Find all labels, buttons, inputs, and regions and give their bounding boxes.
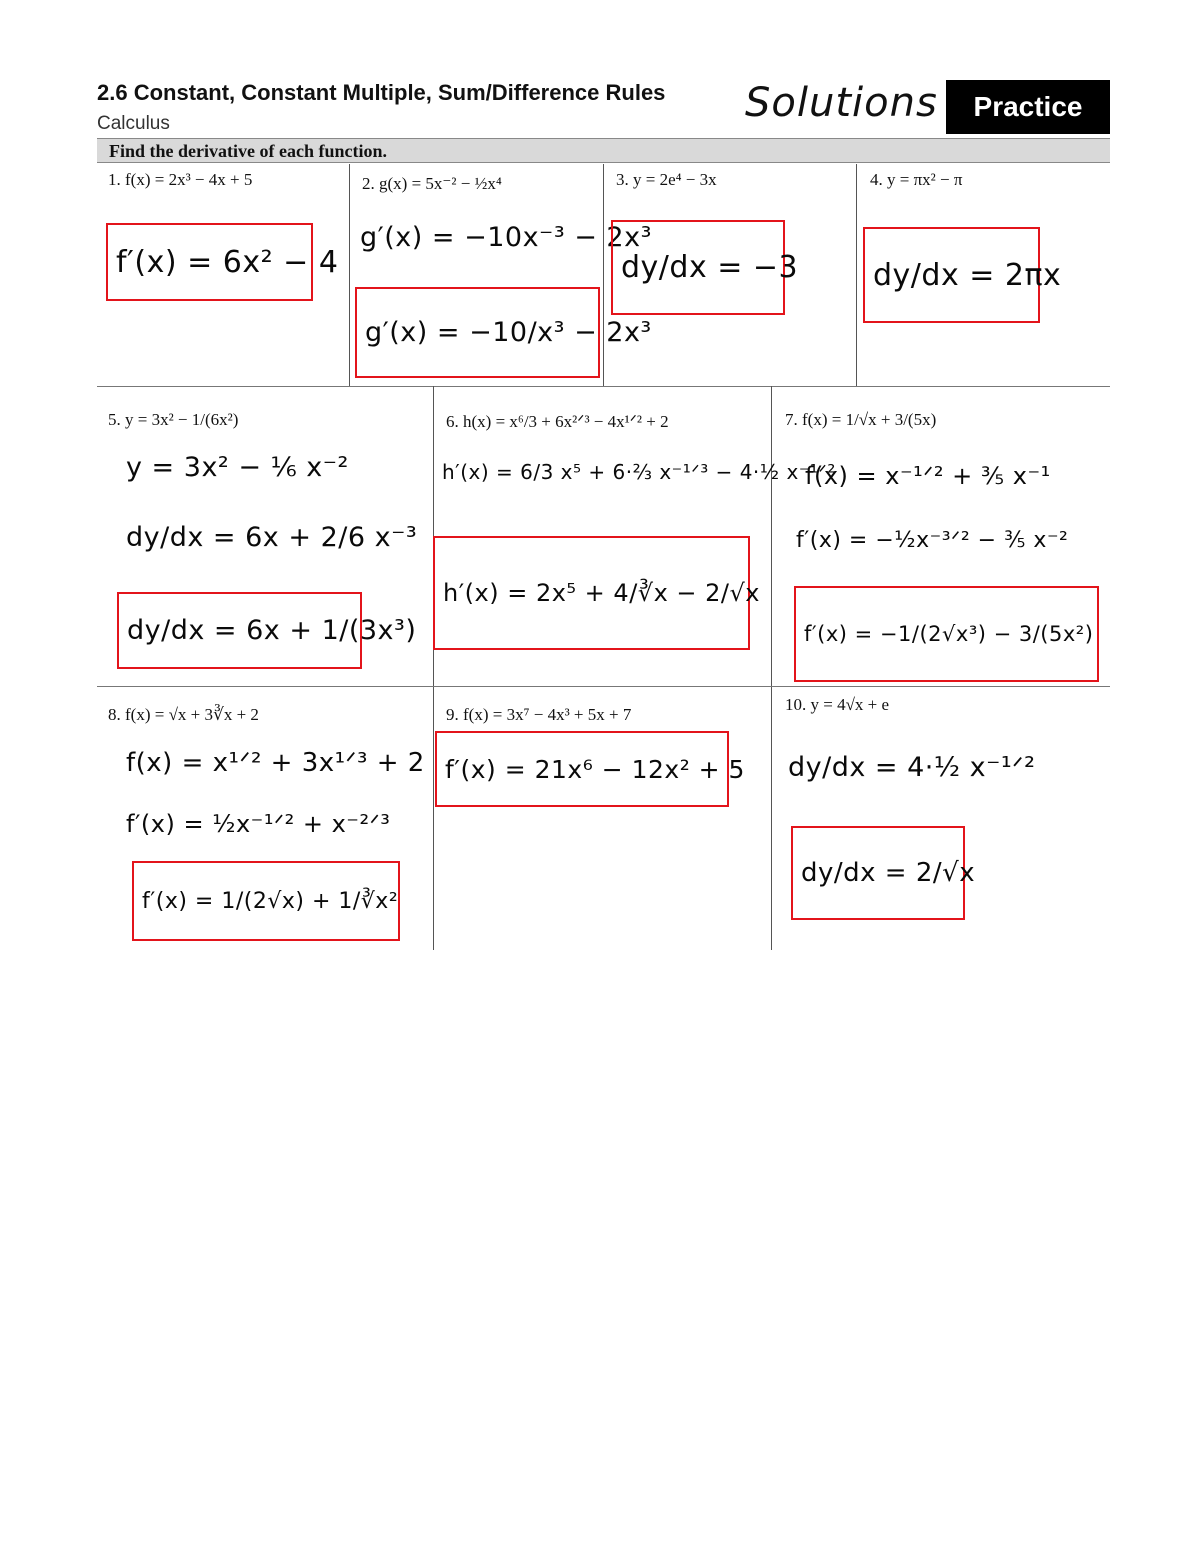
problem-8-prompt: 8. f(x) = √x + 3∛x + 2 [108, 705, 259, 724]
grid-divider [603, 164, 604, 386]
problem-6-answer-box: h′(x) = 2x⁵ + 4/∛x − 2/√x [433, 536, 750, 650]
problem-2-prompt: 2. g(x) = 5x⁻² − ½x⁴ [362, 174, 502, 193]
problem-6-prompt: 6. h(x) = x⁶/3 + 6x²ᐟ³ − 4x¹ᐟ² + 2 [446, 412, 669, 431]
grid-divider [433, 386, 434, 950]
problem-1-prompt: 1. f(x) = 2x³ − 4x + 5 [108, 170, 253, 189]
problem-5-work-step: dy/dx = 6x + 2/6 x⁻³ [126, 522, 418, 553]
grid-divider [97, 386, 1110, 387]
problem-8-answer-box: f′(x) = 1/(2√x) + 1/∛x² [132, 861, 400, 941]
problem-10-prompt: 10. y = 4√x + e [785, 695, 890, 714]
problem-3-answer-box: dy/dx = −3 [611, 220, 785, 315]
problem-3-prompt: 3. y = 2e⁴ − 3x [616, 170, 717, 189]
grid-divider [856, 164, 857, 386]
instructions-bar: Find the derivative of each function. [97, 138, 1110, 163]
problem-1-answer-box: f′(x) = 6x² − 4 [106, 223, 313, 301]
problem-4-answer-box: dy/dx = 2πx [863, 227, 1040, 323]
problem-7-prompt: 7. f(x) = 1/√x + 3/(5x) [785, 410, 937, 429]
practice-badge: Practice [946, 80, 1110, 134]
problem-4-prompt: 4. y = πx² − π [870, 170, 963, 189]
problem-5-answer-box: dy/dx = 6x + 1/(3x³) [117, 592, 362, 669]
problem-2-answer-box: g′(x) = −10/x³ − 2x³ [355, 287, 600, 378]
problem-2-work-step: g′(x) = −10x⁻³ − 2x³ [360, 222, 652, 253]
problem-9-prompt: 9. f(x) = 3x⁷ − 4x³ + 5x + 7 [446, 705, 632, 724]
problem-8-work-step: f(x) = x¹ᐟ² + 3x¹ᐟ³ + 2 [126, 748, 425, 778]
grid-divider [97, 686, 1110, 687]
problem-6-work-step: h′(x) = 6/3 x⁵ + 6·⅔ x⁻¹ᐟ³ − 4·½ x⁻¹ᐟ² [442, 460, 836, 484]
problem-8-work-step: f′(x) = ½x⁻¹ᐟ² + x⁻²ᐟ³ [126, 810, 391, 838]
problem-7-answer-box: f′(x) = −1/(2√x³) − 3/(5x²) [794, 586, 1099, 682]
grid-divider [349, 164, 350, 386]
problem-7-work-step: f(x) = x⁻¹ᐟ² + ⅗ x⁻¹ [805, 462, 1051, 490]
problem-10-answer-box: dy/dx = 2/√x [791, 826, 965, 920]
problem-5-prompt: 5. y = 3x² − 1/(6x²) [108, 410, 239, 429]
problem-10-work-step: dy/dx = 4·½ x⁻¹ᐟ² [788, 752, 1036, 783]
problem-9-answer-box: f′(x) = 21x⁶ − 12x² + 5 [435, 731, 729, 807]
course-subtitle: Calculus [97, 113, 170, 134]
problem-5-work-step: y = 3x² − ⅙ x⁻² [126, 452, 349, 483]
page-title: 2.6 Constant, Constant Multiple, Sum/Difference Rules [97, 80, 666, 105]
problem-7-work-step: f′(x) = −½x⁻³ᐟ² − ⅗ x⁻² [796, 528, 1069, 553]
solutions-handwritten-label: Solutions [745, 80, 938, 126]
